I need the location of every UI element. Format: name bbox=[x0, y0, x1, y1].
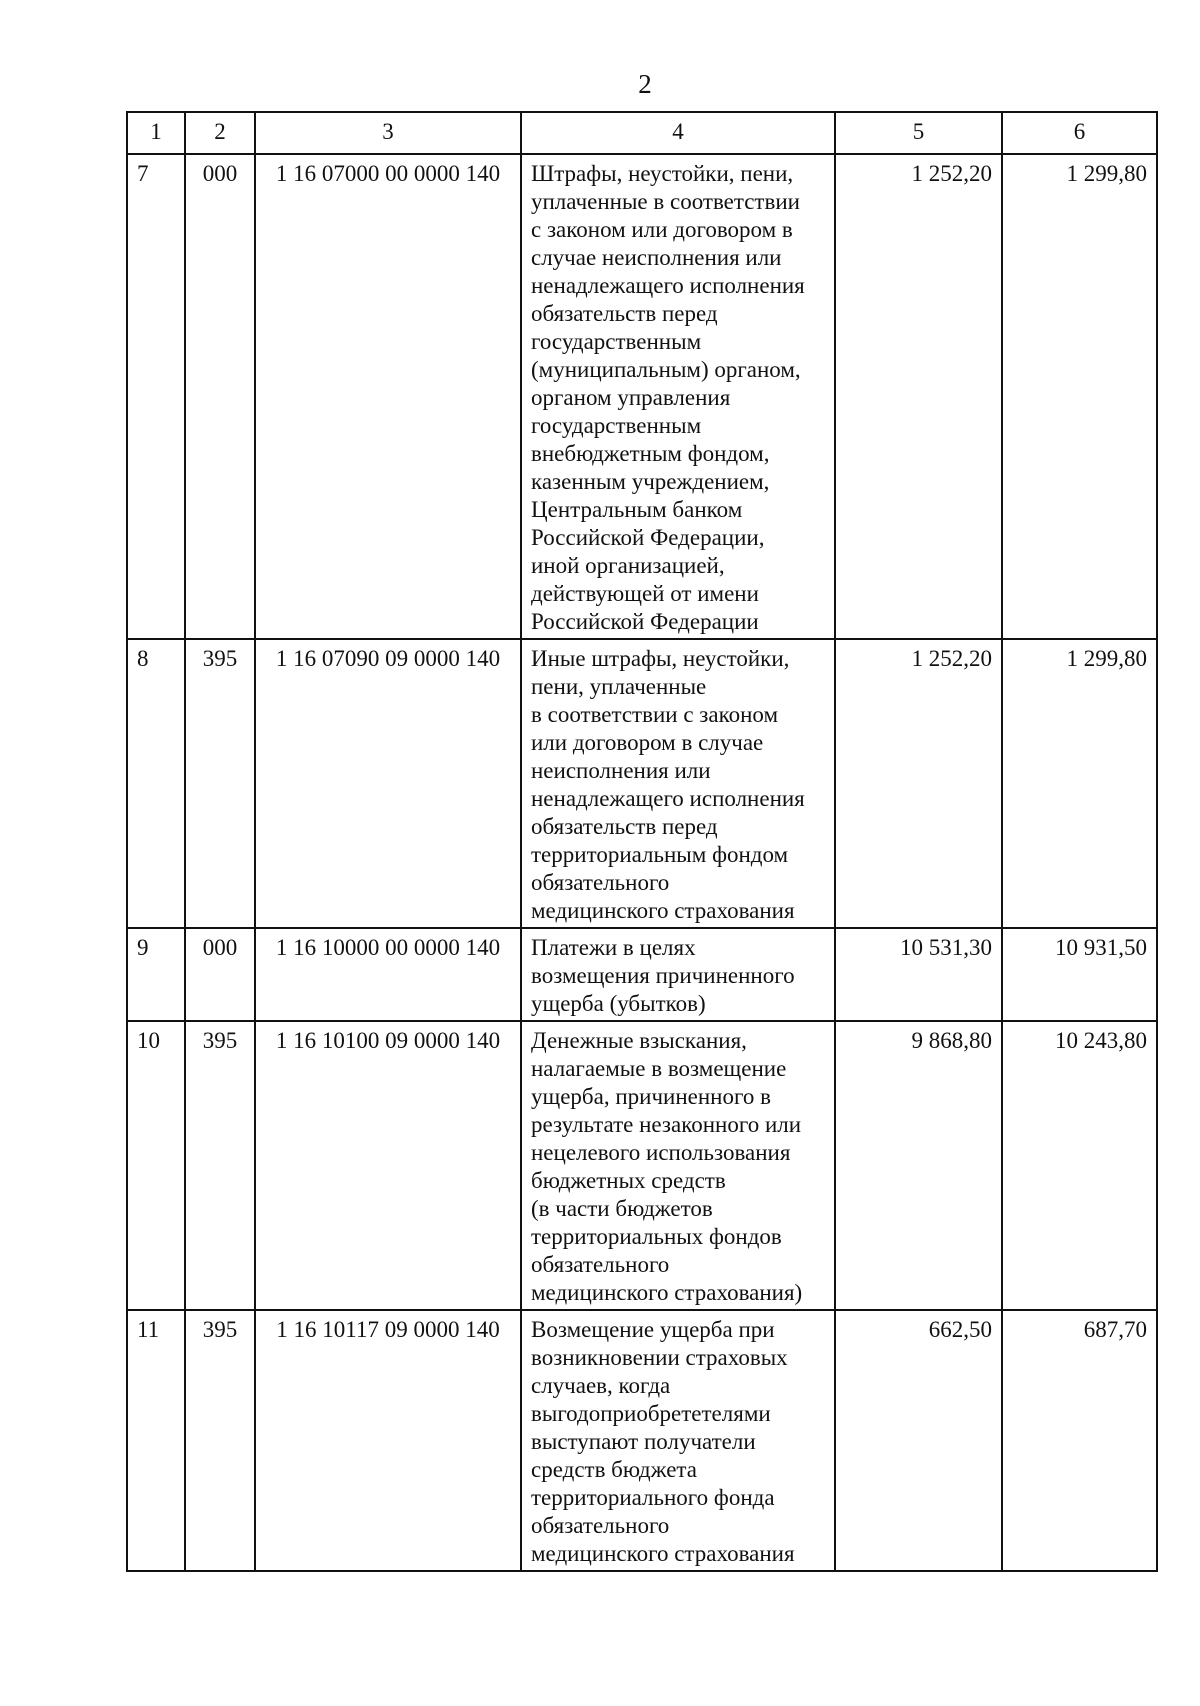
row-number-cell: 11 bbox=[127, 1310, 185, 1571]
amount-col5-cell: 662,50 bbox=[835, 1310, 1002, 1571]
revenue-name-line: нецелевого использования bbox=[531, 1140, 791, 1165]
revenue-name-line: Платежи в целях bbox=[531, 935, 696, 960]
revenue-name-line: Российской Федерации bbox=[531, 609, 759, 634]
revenue-name-line: ущерба, причиненного в bbox=[531, 1084, 771, 1109]
amount-col5-cell: 9 868,80 bbox=[835, 1021, 1002, 1310]
amount-col5-cell: 1 252,20 bbox=[835, 639, 1002, 928]
column-header-5: 5 bbox=[835, 112, 1002, 154]
admin-code-cell: 395 bbox=[185, 1310, 255, 1571]
revenue-name-line: возмещения причиненного bbox=[531, 963, 795, 988]
revenue-name-line: ущерба (убытков) bbox=[531, 991, 706, 1016]
row-number-cell: 9 bbox=[127, 928, 185, 1021]
revenue-name-line: неисполнения или bbox=[531, 758, 711, 783]
column-header-4: 4 bbox=[521, 112, 835, 154]
row-number-cell: 7 bbox=[127, 154, 185, 639]
table-row bbox=[127, 1310, 1157, 1571]
revenue-name-cell bbox=[521, 1021, 835, 1310]
revenue-name-line: медицинского страхования bbox=[531, 898, 795, 923]
revenue-name-line: ненадлежащего исполнения bbox=[531, 273, 805, 298]
revenue-name-line: или договором в случае bbox=[531, 730, 764, 755]
revenue-name-line: государственным bbox=[531, 413, 702, 438]
revenue-name-cell bbox=[521, 1310, 835, 1571]
revenue-name-line: Российской Федерации, bbox=[531, 525, 765, 550]
revenue-name-line: Денежные взыскания, bbox=[531, 1028, 747, 1053]
revenue-name-line: пени, уплаченные bbox=[531, 674, 707, 699]
amount-col6-cell: 10 931,50 bbox=[1002, 928, 1157, 1021]
revenue-name-line: иной организацией, bbox=[531, 553, 725, 578]
revenue-name-line: территориальным фондом bbox=[531, 842, 789, 867]
revenue-name-cell bbox=[521, 154, 835, 639]
row-number-cell: 10 bbox=[127, 1021, 185, 1310]
revenue-name-line: Возмещение ущерба при bbox=[531, 1317, 775, 1342]
column-header-1: 1 bbox=[127, 112, 185, 154]
budget-classification-code-cell: 1 16 10000 00 0000 140 bbox=[255, 928, 521, 1021]
budget-classification-code-cell: 1 16 10117 09 0000 140 bbox=[255, 1310, 521, 1571]
revenue-name-line: медицинского страхования) bbox=[531, 1280, 803, 1305]
revenue-name-line: ненадлежащего исполнения bbox=[531, 786, 805, 811]
amount-col6-cell: 687,70 bbox=[1002, 1310, 1157, 1571]
table-header-row bbox=[127, 112, 1157, 154]
revenue-name-line: налагаемые в возмещение bbox=[531, 1056, 787, 1081]
revenue-name-line: обязательств перед bbox=[531, 301, 718, 326]
revenue-name-line: территориального фонда bbox=[531, 1485, 775, 1510]
revenue-name-line: Иные штрафы, неустойки, bbox=[531, 646, 790, 671]
revenue-name-line: случаев, когда bbox=[531, 1373, 671, 1398]
revenue-name-cell bbox=[521, 639, 835, 928]
revenue-name-line: действующей от имени bbox=[531, 581, 759, 606]
revenue-name-line: обязательного bbox=[531, 1513, 670, 1538]
revenue-name-line: обязательного bbox=[531, 1252, 670, 1277]
revenue-name-line: бюджетных средств bbox=[531, 1168, 726, 1193]
revenue-name-line: государственным bbox=[531, 329, 702, 354]
revenue-table bbox=[126, 111, 1158, 1572]
admin-code-cell: 395 bbox=[185, 639, 255, 928]
budget-classification-code-cell: 1 16 07090 09 0000 140 bbox=[255, 639, 521, 928]
revenue-name-line: (муниципальным) органом, bbox=[531, 357, 801, 382]
revenue-name-cell bbox=[521, 928, 835, 1021]
budget-classification-code-cell: 1 16 10100 09 0000 140 bbox=[255, 1021, 521, 1310]
revenue-name-line: медицинского страхования bbox=[531, 1541, 795, 1566]
revenue-name-line: (в части бюджетов bbox=[531, 1196, 713, 1221]
revenue-name-line: результате незаконного или bbox=[531, 1112, 802, 1137]
revenue-name-line: территориальных фондов bbox=[531, 1224, 782, 1249]
amount-col6-cell: 10 243,80 bbox=[1002, 1021, 1157, 1310]
revenue-name-line: органом управления bbox=[531, 385, 731, 410]
column-header-3: 3 bbox=[255, 112, 521, 154]
revenue-name-line: случае неисполнения или bbox=[531, 245, 782, 270]
revenue-name-line: выступают получатели bbox=[531, 1429, 756, 1454]
admin-code-cell: 000 bbox=[185, 154, 255, 639]
revenue-name-line: с законом или договором в bbox=[531, 217, 793, 242]
amount-col5-cell: 1 252,20 bbox=[835, 154, 1002, 639]
amount-col5-cell: 10 531,30 bbox=[835, 928, 1002, 1021]
column-header-2: 2 bbox=[185, 112, 255, 154]
table-row bbox=[127, 154, 1157, 639]
revenue-name-line: казенным учреждением, bbox=[531, 469, 770, 494]
admin-code-cell: 000 bbox=[185, 928, 255, 1021]
revenue-name-line: в соответствии с законом bbox=[531, 702, 779, 727]
budget-classification-code-cell: 1 16 07000 00 0000 140 bbox=[255, 154, 521, 639]
column-header-6: 6 bbox=[1002, 112, 1157, 154]
amount-col6-cell: 1 299,80 bbox=[1002, 154, 1157, 639]
table-row bbox=[127, 928, 1157, 1021]
table-row bbox=[127, 1021, 1157, 1310]
row-number-cell: 8 bbox=[127, 639, 185, 928]
revenue-name-line: внебюджетным фондом, bbox=[531, 441, 770, 466]
table-row bbox=[127, 639, 1157, 928]
revenue-name-line: возникновении страховых bbox=[531, 1345, 788, 1370]
revenue-name-line: обязательного bbox=[531, 870, 670, 895]
revenue-name-line: Штрафы, неустойки, пени, bbox=[531, 161, 794, 186]
revenue-name-line: уплаченные в соответствии bbox=[531, 189, 800, 214]
revenue-name-line: Центральным банком bbox=[531, 497, 743, 522]
amount-col6-cell: 1 299,80 bbox=[1002, 639, 1157, 928]
revenue-name-line: обязательств перед bbox=[531, 814, 718, 839]
revenue-name-line: выгодоприобрететелями bbox=[531, 1401, 771, 1426]
page-number: 2 bbox=[638, 69, 652, 99]
admin-code-cell: 395 bbox=[185, 1021, 255, 1310]
revenue-name-line: средств бюджета bbox=[531, 1457, 697, 1482]
